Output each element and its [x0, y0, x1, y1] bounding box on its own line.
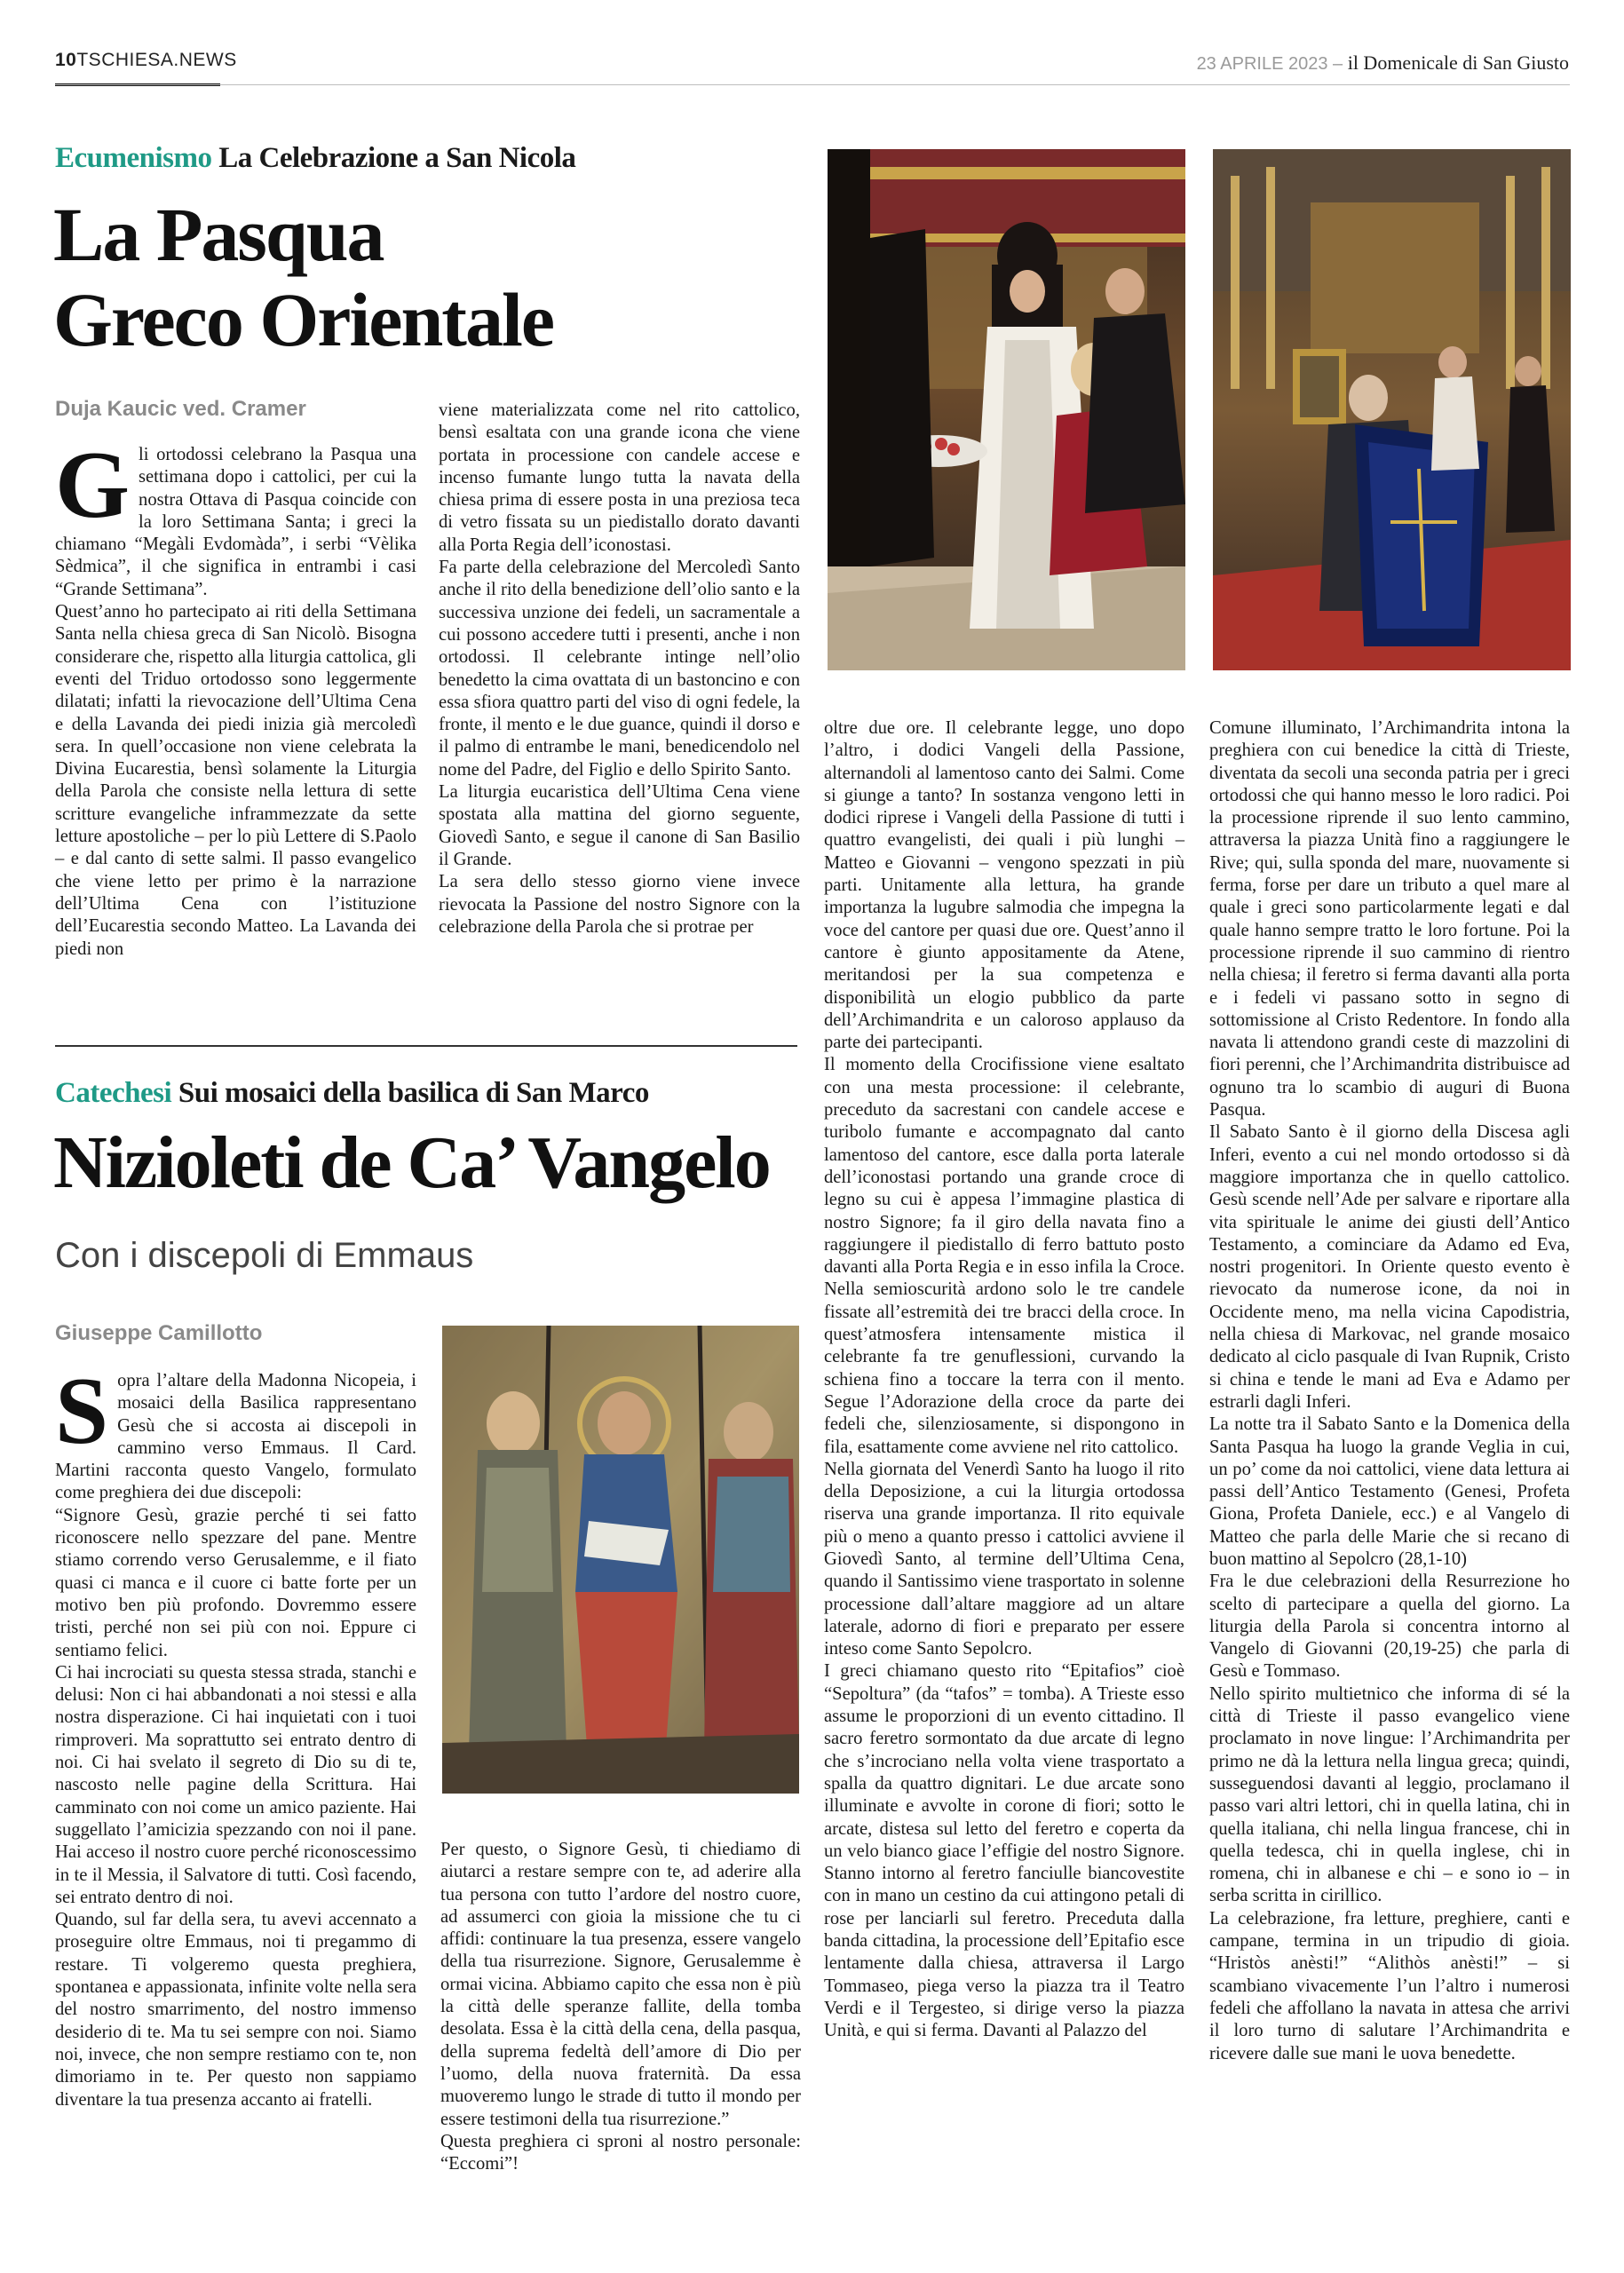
article2-col1-paragraph: Ci hai incrociati su questa stessa strada, stanchi e delusi: Non ci hai abbandonati a noi stessi e alla nostra disperazione. Ci hai inquietati con i tuoi rimproveri. Ma soprattutto sei entrato dentro di noi. Ci hai svelato il segreto di Dio su di te, nascosto nelle pagine della Scrittura. Hai camminato con noi come un amico paziente. Hai suggellato l’amicizia spezzando con noi il pane. Hai acceso il nostro cuore perché riconoscessimo in te il Messia, il Salvatore di tutti. Così facendo, sei entrato dentro di noi.	[55, 1662, 416, 1907]
article1-col2-paragraph: viene materializzata come nel rito cattolico, bensì esaltata con una grande icona che viene portata in processione con candele accese e incenso fumante lungo tutta la navata della chiesa prima di essere posta in una preziosa teca di vetro fissata su un piedistallo dorato davanti alla Porta Regia dell’iconostasi.	[439, 400, 800, 555]
article2-column-2	[440, 1839, 801, 2175]
article1-column-4	[1209, 717, 1570, 2065]
article-divider	[55, 1045, 797, 1047]
article2-col1-paragraph: “Signore Gesù, grazie perché ti sei fatto riconoscere nello spezzare del pane. Mentre stiamo correndo verso Gerusalemme, e il fiato quasi ci manca e il cuore ci batte forte per un motivo ben più profondo. Dovremmo essere tristi, perché non sei più con noi. Eppure ci sentiamo felici.	[55, 1505, 416, 1660]
article2-column-1	[55, 1358, 416, 2111]
photo-emmaus-mosaic	[442, 1326, 799, 1794]
article1-col3-paragraph: Il momento della Crocifissione viene esaltato con una mesta processione: il celebrante, preceduto da sacrestani con candele accese e turibolo fumante e accompagnato dal canto lamentoso del cantore, esce dalla porta laterale dell’iconostasi portando una grande croce di legno su cui è appesa l’immagine plastica di nostro Signore; fa il giro della navata fino a raggiungere il piedistallo di ferro battuto posto davanti alla Porta Regia e in esso infila la Croce. Nella semioscurità ardono solo le tre candele fissate all’estremità dei tre bracci della croce. In quest’atmosfera intensamente mistica il celebrante fa tre genuflessioni, curvando la schiena fino a toccare la terra con il mento. Segue l’Adorazione della croce da parte dei fedeli che, silenziosamente, si dispongono in fila, esattamente come avviene nel rito cattolico.	[824, 1055, 1184, 1457]
article1-col4-paragraph: Fra le due celebrazioni della Resurrezione ho scelto di partecipare a quella del giorno. La liturgia della Parola si concentra intorno al Vangelo di Giovanni (20,19-25) che parla di Gesù e Tommaso.	[1209, 1572, 1570, 1682]
article2-author: Giuseppe Camillotto	[55, 1321, 263, 1345]
article2-subject: Sui mosaici della basilica di San Marco	[178, 1077, 649, 1109]
article2-title: Nizioleti de Ca’ Vangelo	[53, 1121, 770, 1204]
issue-date: 23 APRILE 2023	[1196, 54, 1328, 74]
article1-dropcap: G	[55, 432, 131, 538]
header-separator: –	[1327, 54, 1348, 74]
article1-category: Ecumenismo	[55, 142, 212, 174]
photo-anointing-rite	[828, 149, 1185, 670]
article1-col2-paragraph: La liturgia eucaristica dell’Ultima Cena viene spostata alla mattina del giorno seguente, Giovedì Santo, e segue il canone di San Basilio il Grande.	[439, 782, 800, 869]
article2-col1-paragraph: opra l’altare della Madonna Nicopeia, i mosaici della Basilica rappresentano Gesù che si accosta ai discepoli in cammino verso Emmaus. Il Card. Martini racconta questo Vangelo, formulato come preghiera dei due discepoli:	[55, 1371, 416, 1503]
article2-category: Catechesi	[55, 1077, 172, 1109]
article2-subtitle: Con i discepoli di Emmaus	[55, 1236, 474, 1275]
page-number: 10	[55, 50, 77, 70]
page-header-right	[1197, 51, 1569, 75]
article1-col3-paragraph: I greci chiamano questo rito “Epitafios” cioè “Sepoltura” (da “tafos” = tomba). A Trieste esso assume le proporzioni di un evento cittadino. Il sacro feretro sormontato da due arcate di legno che s’incrociano nella volta viene trasportato a spalla da quattro dignitari. Le due arcate sono illuminate e avvolte in corone di fiori; sotto le arcate, distesa sul letto del feretro e coperta da un velo bianco giace l’effigie del nostro Signore. Stanno intorno al feretro fanciulle biancovestite con in mano un cestino da cui attingono petali di rose per lanciarli sul feretro. Preceduta dalla banda cittadina, la processione dell’Epitafio esce lentamente dalla chiesa, attraversa il Largo Tommaseo, piega verso la piazza tra il Teatro Verdi e il Tergesteo, si dirige verso la piazza Unità, e qui si ferma. Davanti al Palazzo del	[824, 1661, 1184, 2041]
article1-col4-paragraph: La celebrazione, fra letture, preghiere, canti e campane, termina in un tripudio di gioia. “Hristòs anèsti!” “Alithòs anèsti!” – si scambiano vivacemente l’un l’altro i numerosi fedeli che affollano la navata in attesa che arrivi il loro turno di salutare l’Archimandrita e ricevere dalle sue mani le uova benedette.	[1209, 1908, 1570, 2063]
article1-author: Duja Kaucic ved. Cramer	[55, 397, 306, 421]
article2-dropcap: S	[55, 1358, 109, 1464]
article1-subject: La Celebrazione a San Nicola	[218, 142, 576, 174]
article1-col3-paragraph: Nella giornata del Venerdì Santo ha luogo il rito della Deposizione, a cui la liturgia ortodossa riserva una grande importanza. Il rito equivale più o meno a quanto presso i cattolici avviene il Giovedì Santo, al termine dell’Ultima Cena, quando il Santissimo viene trasportato in solenne processione dall’altare maggiore ad un altare laterale, adorno di fiori e preparato per essere inteso come Santo Sepolcro.	[824, 1459, 1184, 1659]
article1-col1-paragraph: Quest’anno ho partecipato ai riti della Settimana Santa nella chiesa greca di San Nicolò. Bisogna considerare che, rispetto alla liturgia cattolica, gli eventi del Triduo ortodosso sono leggermente dilatati; infatti la rievocazione dell’Ultima Cena e della Lavanda dei piedi inizia già mercoledì sera. In quell’occasione non viene celebrata la Divina Eucarestia, bensì solamente la Liturgia della Parola che consiste nella lettura di sette scritture evangeliche inframmezzate da sette letture apostoliche – per lo più Lettere di S.Paolo – e dal canto di sette salmi. Il passo evangelico che viene letto per primo è la narrazione dell’Ultima Cena con l’istituzione dell’Eucarestia secondo Matteo. La Lavanda dei piedi non	[55, 602, 416, 959]
article1-title-line1: La Pasqua	[53, 192, 384, 277]
article1-title-line2: Greco Orientale	[53, 277, 554, 362]
article1-col4-paragraph: Il Sabato Santo è il giorno della Discesa agli Inferi, evento a cui nel mondo ortodosso si dà maggiore importanza che in quello cattolico. Gesù scende nell’Ade per salvare e riportare alla vita spirituale le anime dei giusti dell’Antico Testamento, a cominciare da Adamo ed Eva, nostri progenitori. In Oriente questo evento è rievocato da numerose icone, da noi in Occidente meno, ma nella vicina Capodistria, nella chiesa di Markovac, nel grande mosaico dedicato al ciclo pasquale di Ivan Rupnik, Cristo si china e tende le mani ad Eva e Adamo per estrarli dagli Inferi.	[1209, 1122, 1570, 1412]
article1-col4-paragraph: Comune illuminato, l’Archimandrita intona la preghiera con cui benedice la città di Trieste, diventata da secoli una seconda patria per i greci ortodossi che qui hanno messo le loro radici. Poi la processione riprende il suo lento cammino, attraversa la piazza Unità fino a raggiungere le Rive; qui, sulla sponda del mare, nuovamente si ferma, forse per dare un tributo a quel mare al quale i greci sono particolarmente legati e dal quale hanno sempre tratto le loro fortune. Poi la processione riprende il suo cammino di rientro nella chiesa; il feretro si ferma davanti alla porta e i fedeli vi passano sotto in segno di sottomissione al Cristo Redentore. In fondo alla navata li attendono grandi ceste di mazzolini di fiori perenni, che l’Archimandrita distribuisce ad ognuno tra lo scambio di auguri di Buona Pasqua.	[1209, 718, 1570, 1121]
article1-column-1	[55, 432, 416, 961]
article1-column-2	[439, 400, 800, 939]
article1-kicker	[55, 142, 575, 175]
article1-col4-paragraph: La notte tra il Sabato Santo e la Domenica della Santa Pasqua ha luogo la grande Veglia in cui, un po’ come da noi cattolici, viene data lettura ai passi dell’Antico Testamento (Genesi, Profeta Giona, Profeta Daniele, ecc.) e al Vangelo di Matteo che parla delle Marie che si recano di buon mattino al Sepolcro (28,1-10)	[1209, 1414, 1570, 1569]
photo-reading-lectern	[1213, 149, 1571, 670]
article1-col4-paragraph: Nello spirito multietnico che informa di sé la città di Trieste il passo evangelico viene proclamato in nove lingue: l’Archimandrita per primo ne dà la lettura nella lingua greca; quindi, susseguendosi davanti al leggio, proclamano il passo vari altri lettori, chi in quella latina, chi in quella italiana, chi nella lingua francese, chi in quella tedesca, chi in quella inglese, chi in romena, chi in albanese e chi – e sono io – in serba scritta in cirillico.	[1209, 1683, 1570, 1906]
article2-col1-paragraph: Quando, sul far della sera, tu avevi accennato a proseguire oltre Emmaus, noi ti pregammo di restare. Ti volgeremo questa preghiera, spontanea e appassionata, infinite volte nella sera del nostro smarrimento, del nostro immenso desiderio di te. Ma tu sei sempre con noi. Siamo noi, invece, che non sempre restiamo con te, non dimoriamo in te. Per questo non sappiamo diventare la tua presenza accanto ai fratelli.	[55, 1910, 416, 2110]
article2-col2-paragraph: Questa preghiera ci sproni al nostro personale: “Eccomi”!	[440, 2131, 801, 2174]
article1-col2-paragraph: La sera dello stesso giorno viene invece rievocata la Passione del nostro Signore con la celebrazione della Parola che si protrae per	[439, 872, 800, 937]
site-name[interactable]: TSCHIESA.NEWS	[76, 50, 237, 70]
article1-col3-paragraph: oltre due ore. Il celebrante legge, uno dopo l’altro, i dodici Vangeli della Passione, alternandoli al lamentoso canto dei Salmi. Come si giunge a tanto? In sostanza vengono letti in dodici riprese i Vangeli della Passione di tutti i quattro evangelisti, dei quali i più lunghi – Matteo e Giovanni – vengono spezzati in più parti. Unitamente alla lettura, ha grande importanza la lugubre salmodia che impegna la voce del cantore per quasi due ore. Quest’anno il cantore è giunto appositamente da Atene, meritandosi per la sua competenza e disponibilità un elogio pubblico da parte dell’Archimandrita e un caloroso applauso da parte dei partecipanti.	[824, 718, 1184, 1053]
article1-col2-paragraph: Fa parte della celebrazione del Mercoledì Santo anche il rito della benedizione dell’olio santo e la successiva unzione dei fedeli, un sacramentale a cui possono accedere tutti i presenti, anche i non ortodossi. Il celebrante intinge nell’olio benedetto la cima ovattata di un bastoncino e con essa sfiora quattro parti del viso di ogni fedele, la fronte, il mento e le due guance, quindi il dorso e il palmo di entrambe le mani, benedicendolo nel nome del Padre, del Figlio e dello Spirito Santo.	[439, 558, 800, 780]
article1-column-3	[824, 717, 1184, 2043]
page-header-left	[55, 50, 237, 71]
article2-kicker	[55, 1077, 649, 1110]
article2-col2-paragraph: Per questo, o Signore Gesù, ti chiediamo di aiutarci a restare sempre con te, ad aderire alla tua persona con tutto l’ardore del nostro cuore, ad assumerci con gioia la missione che tu ci affidi: continuare la tua presenza, essere vangelo della tua risurrezione. Signore, Gerusalemme è ormai vicina. Abbiamo capito che essa non è più la città delle speranze fallite, della tomba desolata. Essa è la città della cena, della pasqua, della suprema fedeltà dell’amore di Dio per l’uomo, della nuova fraternità. Da essa muoveremo lungo le strade di tutto il mondo per essere testimoni della tua risurrezione.”	[440, 1840, 801, 2129]
article1-col1-paragraph: li ortodossi celebrano la Pasqua una settimana dopo i cattolici, per cui la nostra Ottava di Pasqua coincide con la loro Settimana Santa; i greci la chiamano “Megàli Evdomàda”, i serbi “Vèlika Sèdmica”, il che significa in entrambi i casi “Grande Settimana”.	[55, 445, 416, 599]
article1-title	[53, 192, 553, 362]
header-rule	[55, 84, 1570, 85]
publication-name: il Domenicale di San Giusto	[1347, 51, 1569, 74]
